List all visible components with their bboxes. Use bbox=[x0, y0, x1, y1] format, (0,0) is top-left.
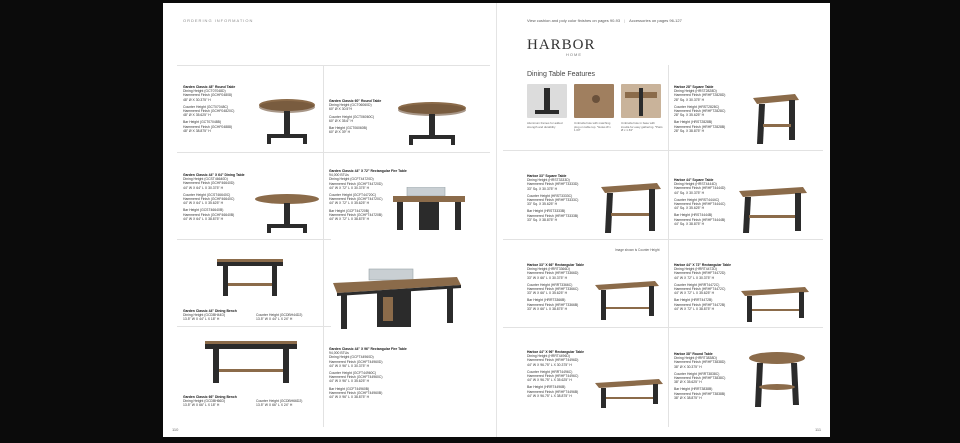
product-spec-harbor-38-round: Harbor 38" Round Table Dining Height (HRRT3838D) Hammered Finish (HRHFT3838D) 38" Ø X 30.375" H Counter Height (HRRT3838C) Hammered Finish (HRHFT3838C) 38" Ø X 35.625" H Bar Height (HRRT3838B) Hammered Finish (HRHFT3838B) 38" Ø X 38.875" H bbox=[674, 352, 726, 400]
table-base bbox=[267, 224, 307, 228]
table-leg bbox=[397, 202, 403, 230]
feature-caption-aluminum: Aluminum frames for added strength and durability bbox=[527, 121, 563, 129]
page-gutter bbox=[496, 3, 497, 437]
product-spec-harbor-44-square: Harbor 44" Square Table Dining Height (HRST4444D) Hammered Finish (HRHFT4444D) 44" Sq. X 30.375" H Counter Height (HRST4444C) Hammered Finish (HRHFT4444C) 44" Sq. X 35.625" H Bar Height (HRST4444B) Hammered Finish (HRHFT4444B) 44" Sq. X 38.875" H bbox=[674, 178, 726, 226]
table-leg bbox=[601, 290, 606, 320]
table-shelf bbox=[606, 397, 653, 399]
table-top bbox=[393, 196, 465, 202]
page-number-right: 111 bbox=[815, 427, 822, 432]
features-title: Dining Table Features bbox=[527, 71, 595, 78]
rectangular-table-image bbox=[739, 285, 811, 325]
table-leg bbox=[601, 388, 606, 408]
table-foot bbox=[303, 134, 307, 144]
oval-table-image bbox=[253, 190, 321, 235]
bench-leg bbox=[223, 266, 228, 296]
table-top bbox=[749, 352, 805, 364]
product-spec-gc66-bench: Garden Classic 66" Dining Bench Dining Height (GCDBH66D) 13.5" W X 66" L X 18" H bbox=[183, 395, 237, 408]
image-note: Image shown is Counter Height bbox=[615, 248, 660, 252]
bench-image bbox=[203, 337, 299, 387]
table-leg bbox=[791, 363, 799, 405]
bench-seat-top bbox=[205, 341, 297, 344]
fire-burner-box bbox=[377, 291, 411, 327]
fire-burner-box bbox=[419, 202, 439, 230]
table-top bbox=[595, 379, 663, 388]
table-leg bbox=[799, 292, 804, 318]
table-pedestal bbox=[284, 111, 290, 135]
umbrella-pole bbox=[639, 88, 643, 116]
square-table-image bbox=[599, 181, 663, 235]
table-leg bbox=[747, 296, 752, 322]
table-leg bbox=[649, 189, 655, 231]
table-leg bbox=[653, 384, 658, 404]
feature-image-aluminum-frame bbox=[527, 84, 567, 118]
product-spec-gc-44x64-dining: Garden Classic 44" X 64" Dining Table Dining Height (GCST46640D) Hammered Finish (GCHF46640D) 44" W X 64" L X 30.375" H Counter Height (GCST46640C) Hammered Finish (GCHF46640C) 44" W X 64" L X 35.625" H Bar Height (GCST46640B) Hammered Finish (GCHF46640B) 44" W X 64" L X 38.875" H bbox=[183, 173, 245, 221]
catalog-spread bbox=[163, 3, 830, 437]
product-spec-gc-44x96-fire: Garden Classic 44" X 96" Rectangular Fire Table 94,000 BTUs Dining Height (GCFT44960D) Hammered Finish (GCHFT44960D) 44" W X 96" L X 30.375" H Counter Height (GCFT44960C) Hammered Finish (GCHFT44960C) 44" W X 96" L X 35.625" H Bar Height (GCFT44960B) Hammered Finish (GCHFT44960B) 44" W X 96" L X 38.875" H bbox=[329, 347, 407, 400]
burner-panel bbox=[383, 297, 393, 321]
product-spec-harbor-33x66: Harbor 33" X 66" Rectangular Table Dining Height (HRRT3366D) Hammered Finish (HRHFT3366D) 33" W X 66" L X 30.375" H Counter Height (HRRT3366C) Hammered Finish (HRHFT3366C) 33" W X 66" L X 35.625" H Bar Height (HRRT3366B) Hammered Finish (HRHFT3366B) 33" W X 66" L X 38.875" H bbox=[527, 263, 585, 311]
cross-reference-header bbox=[527, 18, 682, 23]
product-spec-gc-44x72-fire: Garden Classic 44" X 72" Rectangular Fire Table 94,000 BTUs Dining Height (GCFT44720D) Hammered Finish (GCHFT44720D) 44" W X 72" L X 30.375" H Counter Height (GCFT44720C) Hammered Finish (GCHFT44720C) 44" W X 72" L X 35.625" H Bar Height (GCFT44720B) Hammered Finish (GCHFT44720B) 44" W X 72" L X 38.875" H bbox=[329, 169, 407, 222]
brand-logo: HARBOR bbox=[527, 37, 596, 53]
table-shelf bbox=[759, 384, 795, 390]
page-number-left: 110 bbox=[172, 427, 179, 432]
large-fire-table-image bbox=[329, 267, 465, 333]
bench-leg bbox=[213, 349, 219, 383]
glass-wind-guard bbox=[369, 269, 413, 280]
product-spec-gc44-bench: Garden Classic 44" Dining Bench Dining Height (GCDBH44D) 13.5" W X 44" L X 18" H bbox=[183, 309, 237, 322]
divider bbox=[668, 65, 669, 427]
table-foot bbox=[267, 224, 271, 233]
product-spec-harbor-33-square: Harbor 33" Square Table Dining Height (HRST3333D) Hammered Finish (HRHFT3333D) 33" Sq. X 30.375" H Counter Height (HRST3333C) Hammered Finish (HRHFT3333C) 33" Sq. X 35.625" H Bar Height (HRST3333B) Hammered Finish (HRHFT3333B) 33" Sq. X 38.875" H bbox=[527, 174, 579, 222]
product-spec-harbor-28-square: Harbor 28" Square Table Dining Height (HRST2828D) Hammered Finish (HRHFT2828D) 28" Sq. X 30.375" H Counter Height (HRST2828C) Hammered Finish (HRHFT2828C) 28" Sq. X 35.625" H Bar Height (HRST2828B) Hammered Finish (HRHFT2828B) 28" Sq. X 38.875" H bbox=[674, 85, 726, 133]
section-header: ORDERING INFORMATION bbox=[183, 18, 254, 23]
feature-image-umbrella-plug bbox=[574, 84, 614, 118]
table-leg bbox=[789, 100, 795, 140]
table-shelf bbox=[606, 307, 649, 309]
table-top bbox=[741, 287, 809, 296]
divider bbox=[323, 65, 324, 427]
color-finishes-reference: View cushion and poly color finishes on pages 90-93 bbox=[527, 18, 621, 23]
table-pedestal bbox=[429, 114, 435, 136]
table-leg bbox=[455, 202, 461, 230]
divider bbox=[177, 152, 490, 153]
table-leg bbox=[755, 363, 763, 407]
table-foot bbox=[451, 135, 455, 145]
bench-stretcher bbox=[219, 369, 283, 372]
divider bbox=[177, 326, 331, 327]
bench-seat-top bbox=[217, 259, 283, 262]
table-leg bbox=[447, 287, 453, 323]
aluminum-base bbox=[535, 110, 559, 114]
feature-caption-umbrella-base: Umbrella hole in base with insulta for easy gathering. *Pairs Ø x 1.63" bbox=[621, 121, 663, 133]
divider bbox=[503, 239, 823, 240]
table-foot bbox=[409, 135, 413, 145]
table-shelf bbox=[763, 124, 791, 127]
table-shelf bbox=[749, 215, 795, 218]
table-base bbox=[409, 135, 455, 139]
table-shelf bbox=[752, 309, 799, 311]
round-table-image bbox=[255, 96, 319, 146]
product-spec-harbor-44x72: Harbor 44" X 72" Rectangular Table Dining Height (HRRT4472D) Hammered Finish (HRHFT4472D) 44" W X 72" L X 30.375" H Counter Height (HRRT4472C) Hammered Finish (HRHFT4472C) 44" W X 72" L X 35.625" H Bar Height (HRRT4472B) Hammered Finish (HRHFT4472B) 44" W X 72" L X 38.875" H bbox=[674, 263, 732, 311]
header-separator: | bbox=[624, 18, 626, 23]
product-spec-gc44-bench-counter: Counter Height (GCDBH44D2) 13.5" W X 44" L X 24" H bbox=[256, 313, 303, 322]
table-foot bbox=[303, 224, 307, 233]
divider bbox=[503, 327, 823, 328]
table-leg bbox=[649, 286, 654, 316]
round-table-image bbox=[747, 349, 807, 409]
table-foot bbox=[267, 134, 271, 144]
square-table-image bbox=[749, 92, 801, 146]
table-leg bbox=[341, 295, 347, 329]
table-shelf bbox=[611, 213, 649, 216]
rectangular-table-image bbox=[593, 279, 661, 323]
brand-logo-sub: HOME bbox=[566, 52, 582, 57]
feature-caption-umbrella-plug: Umbrella hole with matching plug on table top. *Holes Ø x 1.63" bbox=[574, 121, 611, 133]
bench-leg bbox=[283, 349, 289, 383]
accessories-reference: Accessories on pages 96-127 bbox=[629, 18, 682, 23]
umbrella-hole-plug bbox=[592, 95, 600, 103]
divider bbox=[177, 239, 331, 240]
square-table-image bbox=[737, 185, 809, 235]
table-leg bbox=[795, 193, 801, 231]
round-table-image bbox=[395, 99, 469, 147]
table-base bbox=[267, 134, 307, 138]
glass-wind-guard bbox=[407, 187, 445, 196]
bench-image bbox=[215, 255, 285, 299]
fire-table-image bbox=[391, 187, 467, 233]
bench-leg bbox=[272, 266, 277, 296]
product-spec-gc60-round: Garden Classic 60" Round Table Dining Height (GCT06060D) 60" Ø X 30.5"H Counter Height (GCT06060C) 60" Ø X 35.6" H Bar Height (GCT06060B) 60" Ø X 39" H bbox=[329, 99, 382, 135]
product-spec-gc48-round: Garden Classic 48" Round Table Dining Height (GCT07048D) Hammered Finish (GCHF04808) 48" Ø X 30.375" H Counter Height (GCT07048C) Hammered Finish (GCHF04820C) 48" Ø X 35.625" H Bar Height (GCT07048B) Hammered Finish (GCHF04888) 48" Ø X 38.875" H bbox=[183, 85, 236, 133]
divider bbox=[177, 65, 490, 66]
rectangular-table-image bbox=[593, 377, 665, 411]
table-pedestal bbox=[284, 203, 290, 225]
table-top bbox=[255, 194, 319, 204]
product-spec-harbor-44x96: Harbor 44" X 96" Rectangular Table Dining Height (HRRT4496D) Hammered Finish (HRHFT4496D) 44" W X 96.75" L X 30.375" H Counter Height (HRRT4496C) Hammered Finish (HRHFT4496C) 44" W X 96.75" L X 35.625" H Bar Height (HRRT4496B) Hammered Finish (HRHFT4496B) 44" W X 96.75" L X 38.875" H bbox=[527, 350, 585, 398]
product-spec-gc66-bench-counter: Counter Height (GCDBH66D2) 13.5" W X 66" L X 24" H bbox=[256, 399, 303, 408]
divider bbox=[503, 150, 823, 151]
feature-image-umbrella-base bbox=[621, 84, 661, 118]
bench-stretcher bbox=[228, 283, 272, 286]
